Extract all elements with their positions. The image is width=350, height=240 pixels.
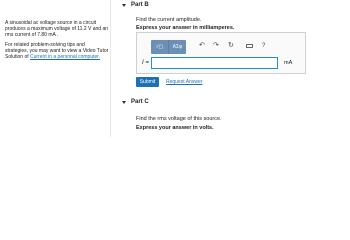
- part-b-title: Part B: [131, 2, 149, 8]
- problem-panel: [0, 0, 110, 137]
- templates-button[interactable]: [151, 40, 169, 54]
- part-b-prompt: Find the current amplitude.: [136, 17, 202, 23]
- templates-label: √▢: [155, 44, 164, 50]
- symbols-label: AΣφ: [172, 44, 183, 50]
- submit-button[interactable]: Submit: [136, 77, 159, 87]
- help-text-block: [5, 42, 109, 60]
- part-b-instruction: Express your answer in milliamperes.: [136, 25, 235, 31]
- part-c-prompt: Find the rms voltage of this source.: [136, 116, 222, 122]
- collapse-caret-icon: [122, 101, 126, 104]
- part-c-title: Part C: [131, 99, 149, 105]
- problem-statement: A sinusoidal ac voltage source in a circuit produces a maximum voltage of 11.2 V and an rms current of 7.80 mA .: [5, 20, 109, 38]
- help-text: For related problem-solving tips and strategies, you may want to view a Video Tutor Solution of: [5, 42, 109, 60]
- video-tutor-link[interactable]: Current in a personal computer.: [30, 54, 101, 60]
- undo-icon[interactable]: ↶: [199, 42, 205, 49]
- part-b-header[interactable]: [122, 2, 149, 8]
- help-icon[interactable]: ?: [262, 43, 266, 49]
- reset-icon[interactable]: ↻: [228, 42, 234, 49]
- variable-label: I =: [142, 60, 149, 66]
- keyboard-icon[interactable]: [246, 44, 253, 48]
- collapse-caret-icon: [122, 4, 126, 7]
- part-c-header[interactable]: [122, 99, 149, 105]
- unit-label: mA: [284, 60, 293, 66]
- math-toolbar: [151, 40, 186, 54]
- part-c-instruction: Express your answer in volts.: [136, 125, 214, 131]
- panel-divider: [110, 0, 111, 137]
- answer-input[interactable]: [151, 57, 278, 69]
- redo-icon[interactable]: ↷: [213, 42, 219, 49]
- request-answer-link[interactable]: Request Answer: [166, 79, 203, 85]
- symbols-button[interactable]: [169, 40, 186, 54]
